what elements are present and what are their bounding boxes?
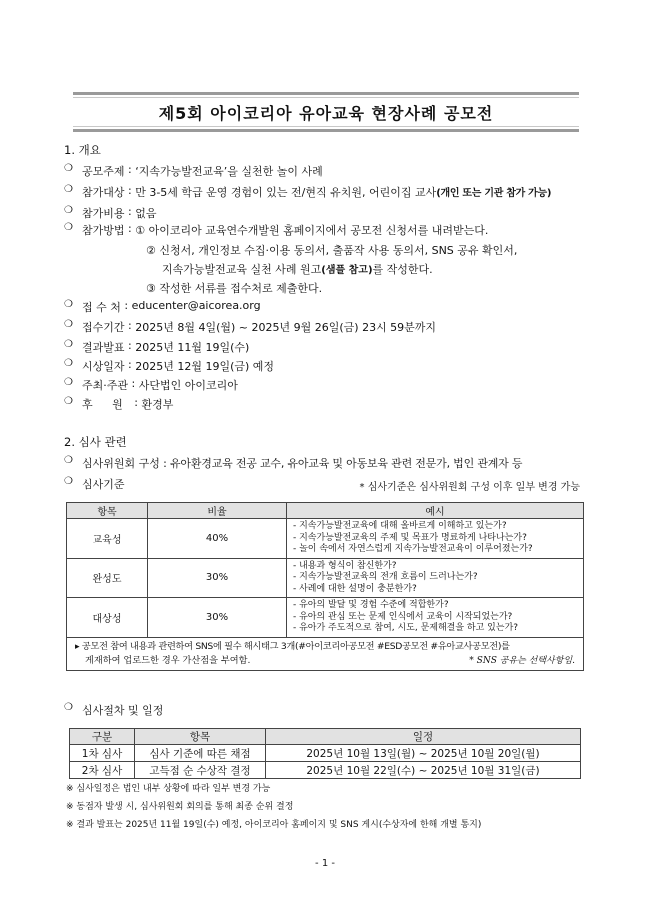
section1-heading: 1. 개요 [64,143,101,157]
col-header: 항목 [135,729,266,745]
overview-item: ❍ 시상일자 : 2025년 12월 19일(금) 예정 [64,358,275,373]
table-row: 2차 심사 고득점 순 수상작 결정 2025년 10월 22일(수) ~ 2025년 10월 31일(금) [70,762,581,779]
method-step-3: ③ 작성한 서류를 접수처로 제출한다. [146,282,323,295]
table-row: 1차 심사 심사 기준에 따른 채점 2025년 10월 13일(월) ~ 2025년 10월 20일(월) [70,745,581,762]
table-row: 대상성 30% - 유아의 발달 및 경험 수준에 적합한가? - 유아의 관심 또는 문제 인식에서 교육이 시작되었는가? - 유아가 주도적으로 참여, 시도, 문제해결을 하고 있는가? [67,598,584,638]
criteria-table [66,502,584,671]
table-footnote: ▸ 공모전 참여 내용과 관련하여 SNS에 필수 해시태그 3개(#아이코리아공모전 #ESD공모전 #유아교사공모전)를 게재하여 업로드한 경우 가산점을 부여함. * SNS 공유는 선택사항임. [67,637,584,670]
overview-item: ❍ 참가방법 : ① 아이코리아 교육연수개발원 홈페이지에서 공모전 신청서를 내려받는다. [64,222,489,237]
col-header: 예시 [287,503,584,519]
page-title: 제5회 아이코리아 유아교육 현장사례 공모전 [158,103,494,123]
col-header: 항목 [67,503,148,519]
overview-item: ❍ 결과발표 : 2025년 11월 19일(수) [64,339,250,354]
col-header: 비율 [148,503,287,519]
criteria-item: ❍ 심사기준 [64,476,125,491]
overview-item: ❍ 후 원 : 환경부 [64,396,174,411]
table-row: 완성도 30% - 내용과 형식이 참신한가? - 지속가능발전교육의 전개 흐름이 드러나는가? - 사례에 대한 설명이 충분한가? [67,558,584,598]
col-header: 일정 [266,729,581,745]
overview-item: ❍ 공모주제 : ‘지속가능발전교육’을 실천한 놀이 사례 [64,163,323,178]
overview-item: ❍ 참가대상 : 만 3-5세 학급 운영 경험이 있는 전/현직 유치원, 어린이집 교사 (개인 또는 기관 참가 가능) [64,184,552,199]
procedure-notes: ※ 심사일정은 법인 내부 상황에 따라 일부 변경 가능 ※ 동점자 발생 시, 심사위원회 회의를 통해 최종 순위 결정 ※ 결과 발표는 2025년 11월 19일(수) 예정, 아이코리아 홈페이지 및 SNS 게시(수상자에 한해 개별 통지) [66,784,482,830]
table-row: 교육성 40% - 지속가능발전교육에 대해 올바르게 이해하고 있는가? - 지속가능발전교육의 주제 및 목표가 명료하게 나타나는가? - 놀이 속에서 자연스럽게 지속가능발전교육이 이루어졌는가? [67,519,584,559]
section2-heading: 2. 심사 관련 [64,435,127,449]
overview-item: ❍ 주최·주관 : 사단법인 아이코리아 [64,377,238,392]
procedure-table [69,728,581,779]
page-number: - 1 - [315,858,335,869]
method-step-2-cont: 지속가능발전교육 실천 사례 원고(샘플 참고)를 작성한다. [162,263,433,276]
overview-item: ❍ 접수기간 : 2025년 8월 4일(월) ~ 2025년 9월 26일(금) 23시 59분까지 [64,319,437,334]
overview-item: ❍ 접 수 처 : educenter@aicorea.org [64,299,261,314]
criteria-note: * 심사기준은 심사위원회 구성 이후 일부 변경 가능 [359,482,580,493]
committee-item: ❍ 심사위원회 구성 : 유아환경교육 전공 교수, 유아교육 및 아동보육 관련 전문가, 법인 관계자 등 [64,455,523,470]
overview-item: ❍ 참가비용 : 없음 [64,205,157,220]
method-step-2: ② 신청서, 개인정보 수집·이용 동의서, 출품작 사용 동의서, SNS 공유 확인서, [146,244,518,257]
title-banner [73,92,579,132]
procedure-heading: ❍ 심사절차 및 일정 [64,702,164,717]
col-header: 구분 [70,729,135,745]
